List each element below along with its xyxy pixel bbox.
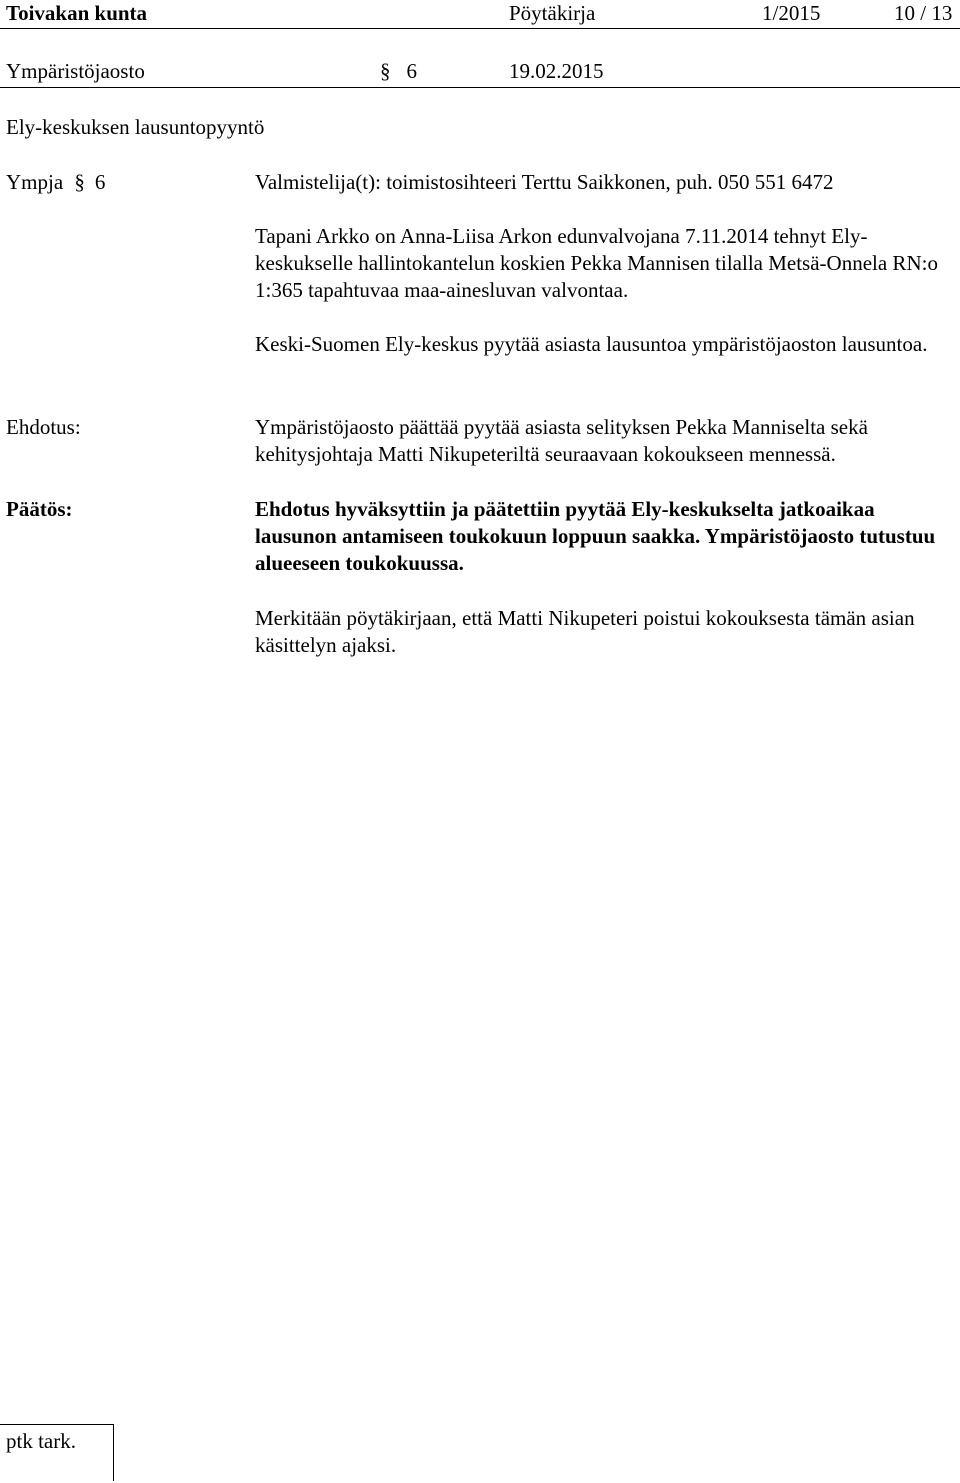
meeting-date: 19.02.2015 xyxy=(509,59,604,83)
decision-text: Ehdotus hyväksyttiin ja päätettiin pyytää Ely-keskukselta jatkoaikaa lausunon antamiseen toukokuun loppuun saakka. Ympäristöjaosto tutustuu alueeseen toukokuussa. xyxy=(255,497,936,575)
header-divider-2 xyxy=(0,87,960,88)
paragraph-background: Tapani Arkko on Anna-Liisa Arkon edunvalvojana 7.11.2014 tehnyt Ely-keskukselle hallintokantelun koskien Pekka Mannisen tilalla Metsä-Onnela RN:o 1:365 tapahtuvaa maa-ainesluvan valvontaa. xyxy=(255,224,938,302)
document-type: Pöytäkirja xyxy=(509,1,596,25)
section-sign: § xyxy=(380,59,391,83)
decision-label: Päätös: xyxy=(6,497,73,521)
section-number-value: 6 xyxy=(406,59,417,83)
minutes-check-label: ptk tark. xyxy=(6,1429,76,1453)
paragraph-request: Keski-Suomen Ely-keskus pyytää asiasta lausuntoa ympäristöjaoston lausuntoa. xyxy=(255,332,928,356)
note-text: Merkitään pöytäkirjaan, että Matti Nikupeteri poistui kokouksesta tämän asian käsittelyn ajaksi. xyxy=(255,606,915,657)
document-number: 1/2015 xyxy=(762,1,821,25)
subject-title: Ely-keskuksen lausuntopyyntö xyxy=(6,115,265,139)
page-number: 10 / 13 xyxy=(894,1,953,25)
section-number xyxy=(380,58,417,85)
proposal-text: Ympäristöjaosto päättää pyytää asiasta selityksen Pekka Manniselta sekä kehitysjohtaja Matti Nikupeteriltä seuraavaan kokoukseen mennessä. xyxy=(255,415,868,466)
reference-section-sign: § xyxy=(74,170,85,194)
header-divider xyxy=(0,28,960,29)
reference-number: 6 xyxy=(94,170,106,194)
organization-name: Toivakan kunta xyxy=(6,1,148,25)
preparer-info: Valmistelija(t): toimistosihteeri Terttu Saikkonen, puh. 050 551 6472 xyxy=(255,170,834,194)
committee-name: Ympäristöjaosto xyxy=(6,59,145,83)
proposal-label: Ehdotus: xyxy=(6,415,81,439)
reference-label xyxy=(6,169,105,196)
reference-prefix: Ympja xyxy=(6,170,64,194)
